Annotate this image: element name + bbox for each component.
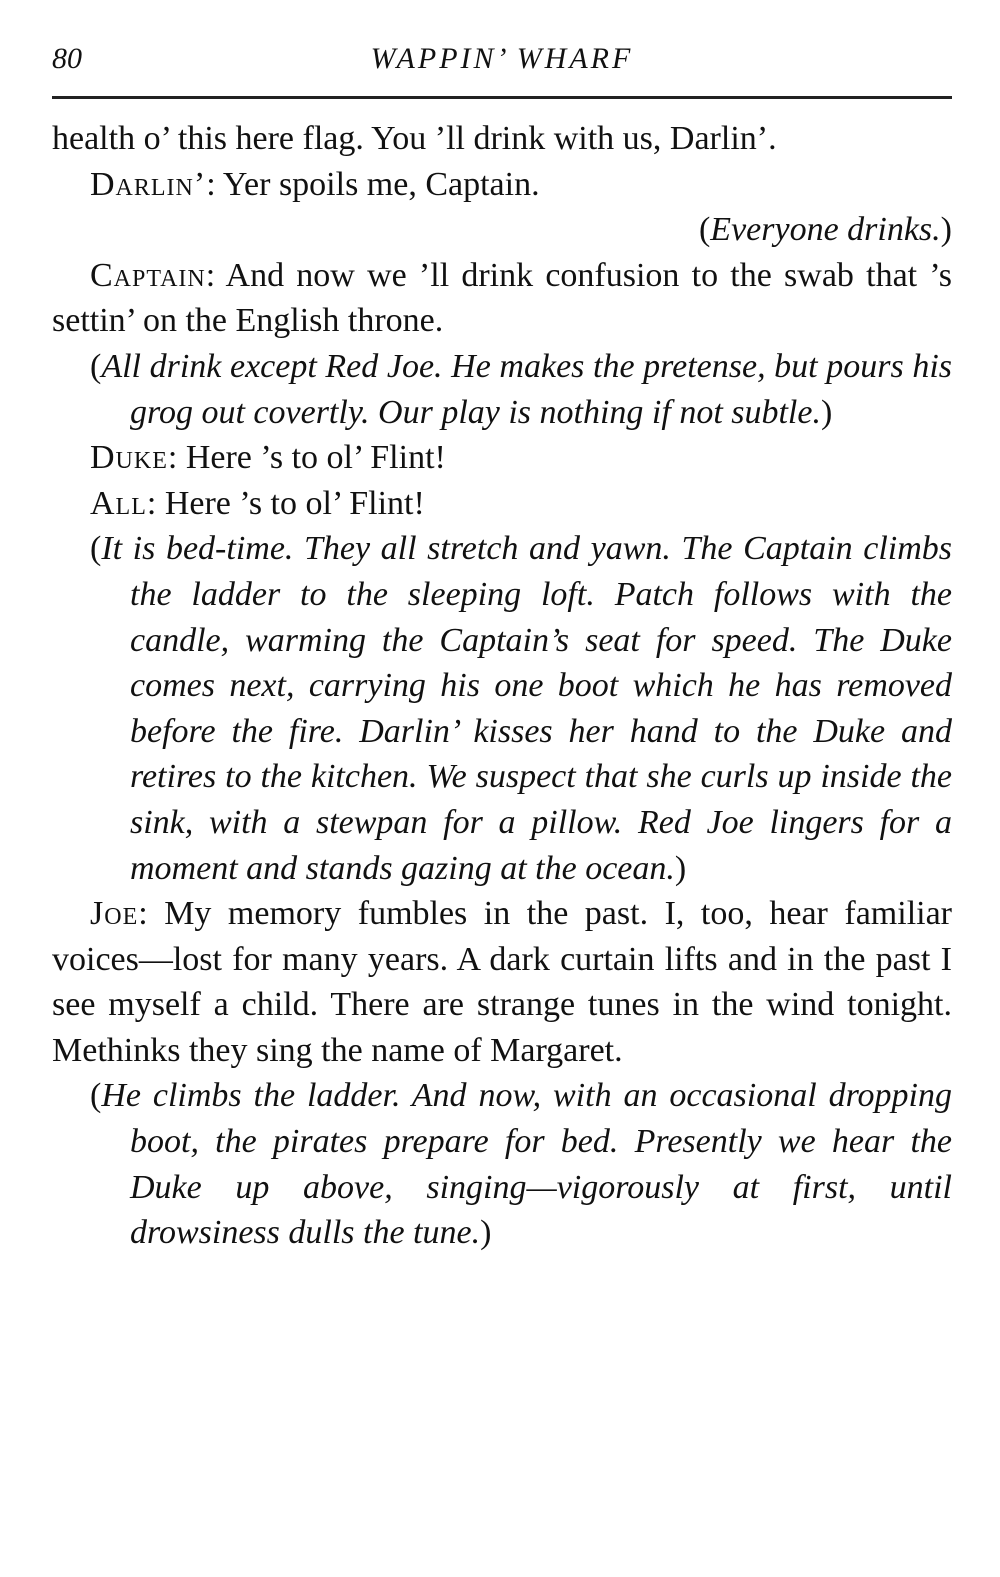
- stage-direction-red-joe: (All drink except Red Joe. He makes the pretense, but pours his grog out covertly. Our play is nothing if not subtle.): [90, 347, 952, 431]
- running-header: [52, 40, 952, 99]
- stage-direction-climbs-ladder: (He climbs the ladder. And now, with an occasional dropping boot, the pirates prepare for bed. Presently we hear the Duke up above, singing—vigorously at first, until drowsiness dulls the tune.): [90, 1077, 952, 1252]
- speech-text: : And now we ’ll drink confusion to the swab that ’s settin’ on the English throne.: [52, 256, 952, 340]
- speech-text: : Here ’s to ol’ Flint!: [167, 439, 446, 477]
- speech-text: : Yer spoils me, Captain.: [206, 165, 540, 203]
- speech-darlin: [52, 162, 952, 208]
- speech-duke: [52, 435, 952, 481]
- stage-direction-text: He climbs the ladder. And now, with an occasional dropping boot, the pirates prepare for bed. Presently we hear the Duke up above, singing—vigorously at first, until drowsiness dulls the tune.: [101, 1077, 952, 1252]
- speaker-name: Darlin’: [90, 165, 207, 203]
- speech-joe: [52, 891, 952, 1073]
- speech-captain: [52, 253, 952, 344]
- stage-direction-bed-time: (It is bed-time. They all stretch and yawn. The Captain climbs the ladder to the sleeping loft. Patch follows with the candle, warming the Captain’s seat for speed. The Duke comes next, carrying his one boot which he has removed before the fire. Darlin’ kisses her hand to the Duke and retires to the kitchen. We suspect that she curls up inside the sink, with a stewpan for a pillow. Red Joe lingers for a moment and stands gazing at the ocean.): [90, 530, 952, 887]
- speech-text: : My memory fumbles in the past. I, too, hear familiar voices—lost for many years. A dark curtain lifts and in the past I see myself a child. There are strange tunes in the wind tonight. Methinks they sing the name of Margaret.: [52, 895, 952, 1069]
- page-body: [52, 116, 952, 1256]
- speaker-name: Joe: [90, 895, 139, 933]
- speaker-name: All: [90, 484, 147, 522]
- stage-direction-text: It is bed-time. They all stretch and yawn. The Captain climbs the ladder to the sleeping loft. Patch follows with the candle, warming the Captain’s seat for speed. The Duke comes next, carrying his one boot which he has removed before the fire. Darlin’ kisses her hand to the Duke and retires to the kitchen. We suspect that she curls up inside the sink, with a stewpan for a pillow. Red Joe lingers for a moment and stands gazing at the ocean.: [101, 530, 952, 887]
- continued-paragraph: health o’ this here flag. You ’ll drink with us, Darlin’.: [52, 120, 777, 157]
- speaker-name: Captain: [90, 256, 206, 294]
- speech-all: [52, 481, 952, 527]
- speaker-name: Duke: [90, 439, 168, 477]
- stage-direction-text: Everyone drinks.: [710, 211, 941, 249]
- stage-direction-everyone-drinks: (Everyone drinks.): [698, 211, 952, 249]
- speech-text: : Here ’s to ol’ Flint!: [146, 484, 425, 522]
- page-number: 80: [52, 42, 82, 75]
- stage-direction-text: All drink except Red Joe. He makes the pretense, but pours his grog out covertly. Our play is nothing if not subtle.: [101, 347, 952, 431]
- running-title: WAPPIN’ WHARF: [370, 42, 634, 75]
